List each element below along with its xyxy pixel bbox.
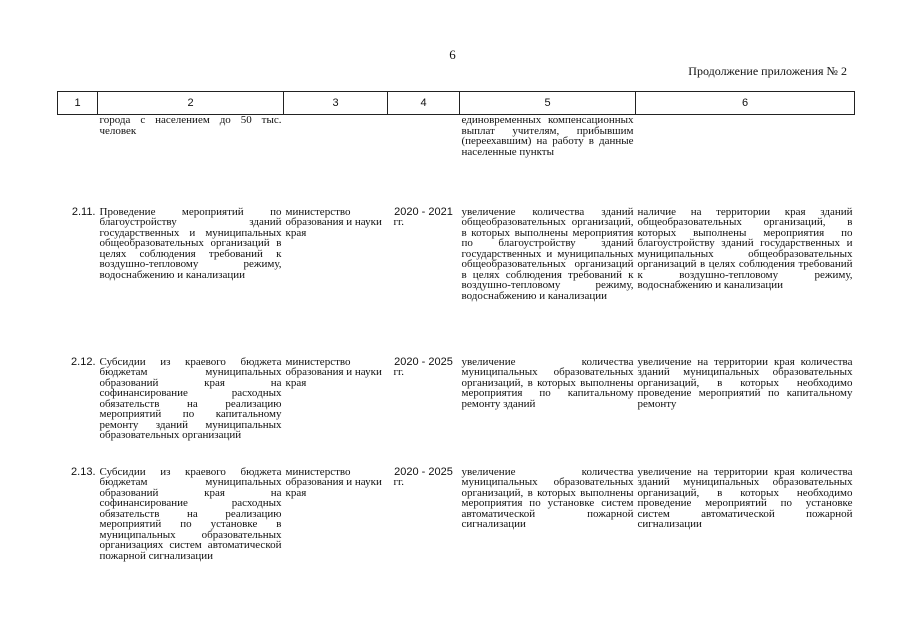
table-row (58, 357, 855, 467)
period-suffix: гг. (393, 476, 405, 488)
period-suffix: гг. (393, 366, 405, 378)
column-header-5: 5 (460, 92, 636, 115)
period-cell (388, 207, 460, 357)
period-years: 2020 - 2025 (394, 355, 453, 368)
executor-cell: министерство образования и науки края (285, 355, 382, 389)
row-number: 2.12. (71, 355, 96, 368)
period-cell (388, 115, 460, 207)
indicator-cell (636, 115, 855, 207)
indicator-cell: увеличение на территории края количества зданий муниципальных образовательных организаций, в которых необходимо проведение мероприятий по капитальному ремонту (637, 355, 853, 410)
table-row (58, 207, 855, 357)
program-table (57, 91, 855, 587)
result-cell: единовременных компенсационных выплат учителям, прибывшим (переехавшим) на работу в данные населенные пункты (461, 114, 634, 158)
row-number: 2.13. (71, 465, 96, 478)
activity-cell: Проведение мероприятий по благоустройству зданий государственных и муниципальных общеобразовательных организаций в целях соблюдения требований к воздушно-тепловому режиму, водоснабжению и канализации (99, 205, 282, 281)
period-cell (388, 357, 460, 467)
indicator-cell: наличие на территории края зданий общеобразовательных организаций, в которых выполнены мероприятия по благоустройству зданий государственных и муниципальных общеобразовательных организаций в целях соблюдения требований к воздушно-тепловому режиму, водоснабжению и канализации (637, 205, 853, 291)
table-row (58, 115, 855, 207)
activity-cell: Субсидии из краевого бюджета бюджетам муниципальных образований края на софинансирование расходных обязательств на реализацию мероприятий по установке в муниципальных образовательных организациях систем автоматической пожарной сигнализации (99, 465, 282, 562)
column-header-1: 1 (58, 92, 98, 115)
row-number (58, 115, 98, 207)
period-cell (388, 467, 460, 587)
period-suffix: гг. (393, 216, 405, 228)
activity-cell: города с населением до 50 тыс. человек (99, 114, 282, 137)
result-cell: увеличение количества муниципальных образовательных организаций, в которых выполнены мероприятия по капитальному ремонту зданий (461, 355, 634, 410)
column-header-2: 2 (98, 92, 284, 115)
result-cell: увеличение количества зданий общеобразовательных организаций, в которых выполнены мероприятия по благоустройству зданий государственных и муниципальных общеобразовательных организаций в целях соблюдения требований к воздушно-тепловому режиму, водоснабжению и канализации (461, 205, 634, 302)
result-cell: увеличение количества муниципальных образовательных организаций, в которых выполнены мероприятия по установке систем автоматической пожарной сигнализации (461, 465, 634, 530)
column-header-3: 3 (284, 92, 388, 115)
page-number: 6 (449, 47, 456, 62)
continuation-note: Продолжение приложения № 2 (688, 64, 847, 78)
executor-cell (284, 115, 388, 207)
period-years: 2020 - 2025 (394, 465, 453, 478)
period-years: 2020 - 2021 (394, 205, 453, 218)
activity-cell: Субсидии из краевого бюджета бюджетам муниципальных образований края на софинансирование расходных обязательств на реализацию мероприятий по капитальному ремонту зданий муниципальных образовательных организаций (99, 355, 282, 441)
row-number: 2.11. (71, 205, 96, 218)
executor-cell: министерство образования и науки края (285, 465, 382, 499)
indicator-cell: увеличение на территории края количества зданий муниципальных образовательных организаций, в которых необходимо проведение мероприятий по установке систем автоматической пожарной сигнализации (637, 465, 853, 530)
executor-cell: министерство образования и науки края (285, 205, 382, 239)
header-row (58, 92, 855, 115)
table-row (58, 467, 855, 587)
column-header-4: 4 (388, 92, 460, 115)
column-header-6: 6 (636, 92, 855, 115)
